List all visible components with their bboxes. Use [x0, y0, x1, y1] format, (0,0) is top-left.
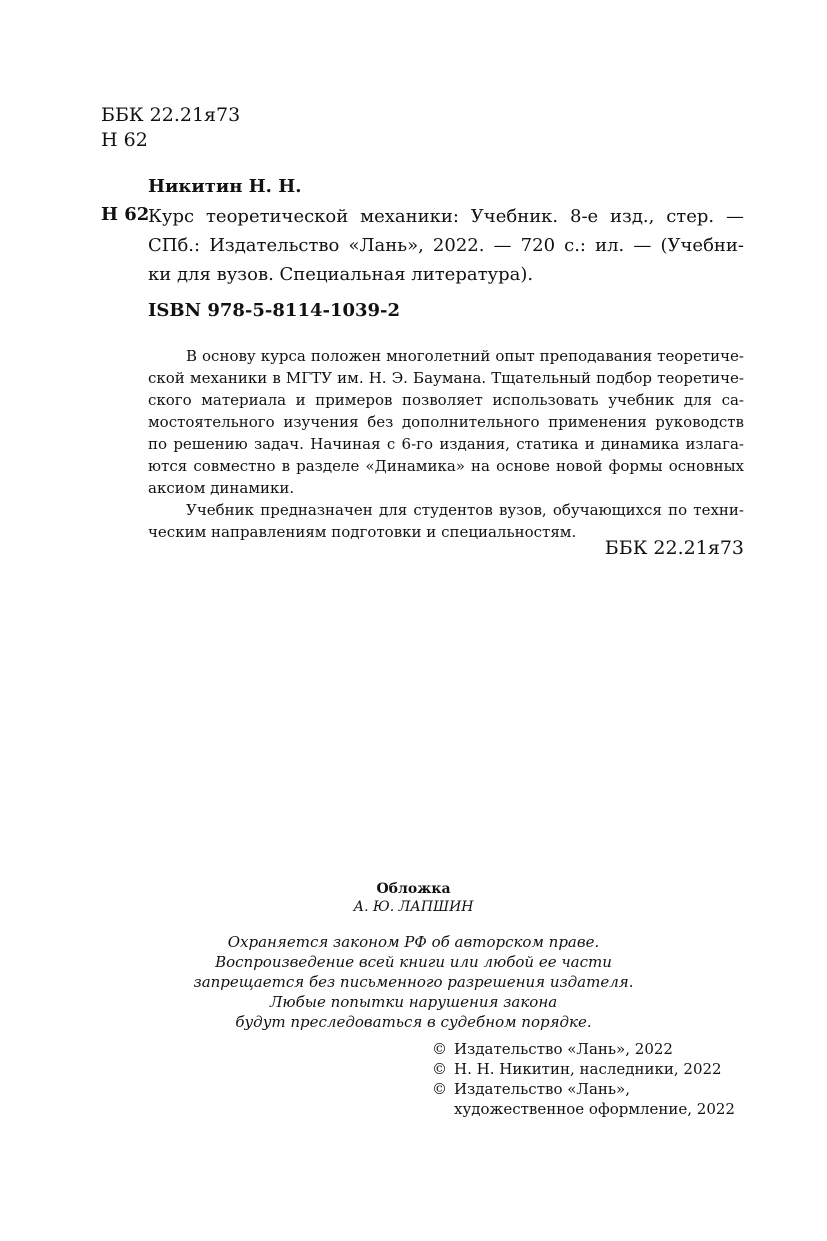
biblio-line: Курс теоретической механики: Учебник. 8-е изд., стер. — [148, 206, 744, 227]
abstract-line: ческим направлениям подготовки и специальностям. [148, 523, 577, 541]
legal-line: запрещается без письменного разрешения издателя. [193, 973, 634, 991]
legal-line: будут преследоваться в судебном порядке. [235, 1013, 592, 1031]
cover-credit [0, 880, 827, 916]
copyright-entry [432, 1039, 735, 1059]
copyright-text [454, 1079, 735, 1119]
legal-line: Охраняется законом РФ об авторском праве. [227, 933, 600, 951]
biblio-line: СПб.: Издательство «Лань», 2022. — 720 с.: ил. — (Учебни- [148, 235, 744, 256]
author-name: Никитин Н. Н. [148, 176, 302, 197]
copyright-icon: © [432, 1060, 447, 1078]
abstract-line: В основу курса положен многолетний опыт преподавания теоретиче- [186, 347, 744, 365]
author-sign: Н 62 [101, 129, 148, 151]
cover-designer: А. Ю. ЛАПШИН [353, 899, 474, 915]
abstract-line: Учебник предназначен для студентов вузов, обучающихся по техни- [186, 501, 744, 519]
abstract-line: мостоятельного изучения без дополнительного применения руководств [148, 413, 744, 431]
isbn: ISBN 978-5-8114-1039-2 [148, 300, 401, 321]
biblio-line: ки для вузов. Специальная литература). [148, 264, 534, 285]
copyright-text-line: художественное оформление, 2022 [454, 1100, 735, 1118]
bbk-header [101, 103, 240, 153]
copyright-icon: © [432, 1040, 447, 1058]
copyright-text: Н. Н. Никитин, наследники, 2022 [454, 1060, 722, 1078]
copyright-list [432, 1039, 735, 1119]
copyright-text-line: Издательство «Лань», [454, 1080, 631, 1098]
copyright-entry [432, 1059, 735, 1079]
copyright-notice [0, 932, 827, 1032]
copyright-icon: © [432, 1080, 447, 1098]
abstract-line: аксиом динамики. [148, 479, 295, 497]
cover-label: Обложка [376, 881, 451, 897]
bbk-footer-code: ББК 22.21я73 [604, 537, 744, 559]
copyright-entry [432, 1079, 735, 1119]
abstract-line: по решению задач. Начиная с 6-го издания, статика и динамика излага- [148, 435, 744, 453]
copyright-text: Издательство «Лань», 2022 [454, 1040, 673, 1058]
legal-line: Воспроизведение всей книги или любой ее части [215, 953, 612, 971]
bibliographic-description [148, 202, 744, 289]
entry-index: Н 62 [101, 204, 150, 225]
abstract-line: ского материала и примеров позволяет использовать учебник для са- [148, 391, 744, 409]
abstract-line: ской механики в МГТУ им. Н. Э. Баумана. Тщательный подбор теоретиче- [148, 369, 744, 387]
abstract-line: ются совместно в разделе «Динамика» на основе новой формы основных [148, 457, 744, 475]
bbk-code: ББК 22.21я73 [101, 104, 241, 126]
legal-line: Любые попытки нарушения закона [269, 993, 558, 1011]
abstract [148, 345, 744, 543]
